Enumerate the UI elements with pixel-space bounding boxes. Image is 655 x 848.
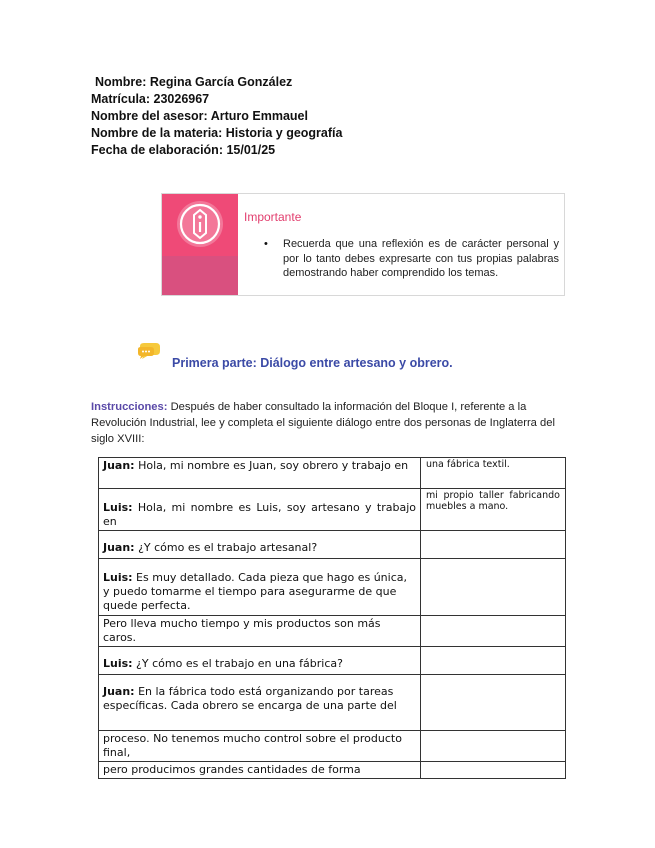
speaker: Luis:: [103, 501, 133, 514]
instructions-text: Después de haber consultado la información del Bloque I, referente a la Revolución Industrial, lee y completa el siguiente diálogo entre dos personas de Inglaterra del siglo XVIII:: [91, 401, 555, 445]
answer-cell[interactable]: [421, 559, 566, 616]
answer-cell[interactable]: [421, 531, 566, 559]
info-icon: [166, 198, 234, 250]
note-band: [162, 194, 238, 295]
date: Fecha de elaboración: 15/01/25: [91, 143, 276, 157]
dialogue-text: proceso. No tenemos mucho control sobre el producto final,: [103, 732, 402, 759]
dialogue-text: Pero lleva mucho tiempo y mis productos son más caros.: [103, 617, 381, 644]
answer-cell[interactable]: [421, 731, 566, 762]
note-title: Importante: [244, 210, 302, 224]
speaker: Juan:: [103, 541, 135, 554]
answer-cell[interactable]: una fábrica textil.: [421, 458, 566, 489]
speaker: Luis:: [103, 571, 133, 584]
section-title: Primera parte: Diálogo entre artesano y obrero.: [172, 356, 453, 370]
answer-cell[interactable]: [421, 616, 566, 647]
answer-cell[interactable]: [421, 675, 566, 731]
table-row: [99, 675, 566, 731]
dialogue-text: ¿Y cómo es el trabajo en una fábrica?: [132, 657, 343, 670]
dialogue-text: En la fábrica todo está organizando por tareas específicas. Cada obrero se encarga de una parte del: [103, 685, 397, 712]
instructions: [91, 399, 565, 447]
table-row: [99, 458, 566, 489]
chat-bubble-icon: [136, 341, 162, 361]
answer-cell[interactable]: [421, 647, 566, 675]
dialogue-text: ¿Y cómo es el trabajo artesanal?: [134, 541, 318, 554]
speaker: Luis:: [103, 657, 133, 670]
table-row: [99, 731, 566, 762]
table-row: [99, 762, 566, 779]
student-id: Matrícula: 23026967: [91, 92, 210, 106]
dialogue-text: Es muy detallado. Cada pieza que hago es única, y puedo tomarme el tiempo para asegurarme de que quede perfecta.: [103, 571, 407, 612]
dialogue-table: [98, 457, 566, 779]
subject-name: Nombre de la materia: Historia y geografía: [91, 126, 343, 140]
table-row: [99, 531, 566, 559]
table-row: [99, 489, 566, 531]
dialogue-text: pero producimos grandes cantidades de forma: [103, 763, 361, 776]
dialogue-text: Hola, mi nombre es Juan, soy obrero y trabajo en: [134, 459, 409, 472]
dialogue-text: Hola, mi nombre es Luis, soy artesano y trabajo en: [103, 501, 416, 528]
student-info: [91, 74, 342, 159]
bullet: •: [264, 238, 268, 250]
instructions-label: Instrucciones:: [91, 401, 168, 413]
advisor-name: Nombre del asesor: Arturo Emmauel: [91, 109, 308, 123]
table-row: [99, 616, 566, 647]
speaker: Juan:: [103, 685, 135, 698]
speaker: Juan:: [103, 459, 135, 472]
table-row: [99, 647, 566, 675]
table-row: [99, 559, 566, 616]
important-note: [161, 193, 565, 296]
answer-cell[interactable]: mi propio taller fabricando muebles a mano.: [421, 489, 566, 531]
note-text: Recuerda que una reflexión es de carácter personal y por lo tanto debes expresarte con tus propias palabras demostrando haber comprendido los temas.: [283, 238, 559, 279]
answer-cell[interactable]: [421, 762, 566, 779]
student-name: Nombre: Regina García González: [95, 75, 293, 89]
